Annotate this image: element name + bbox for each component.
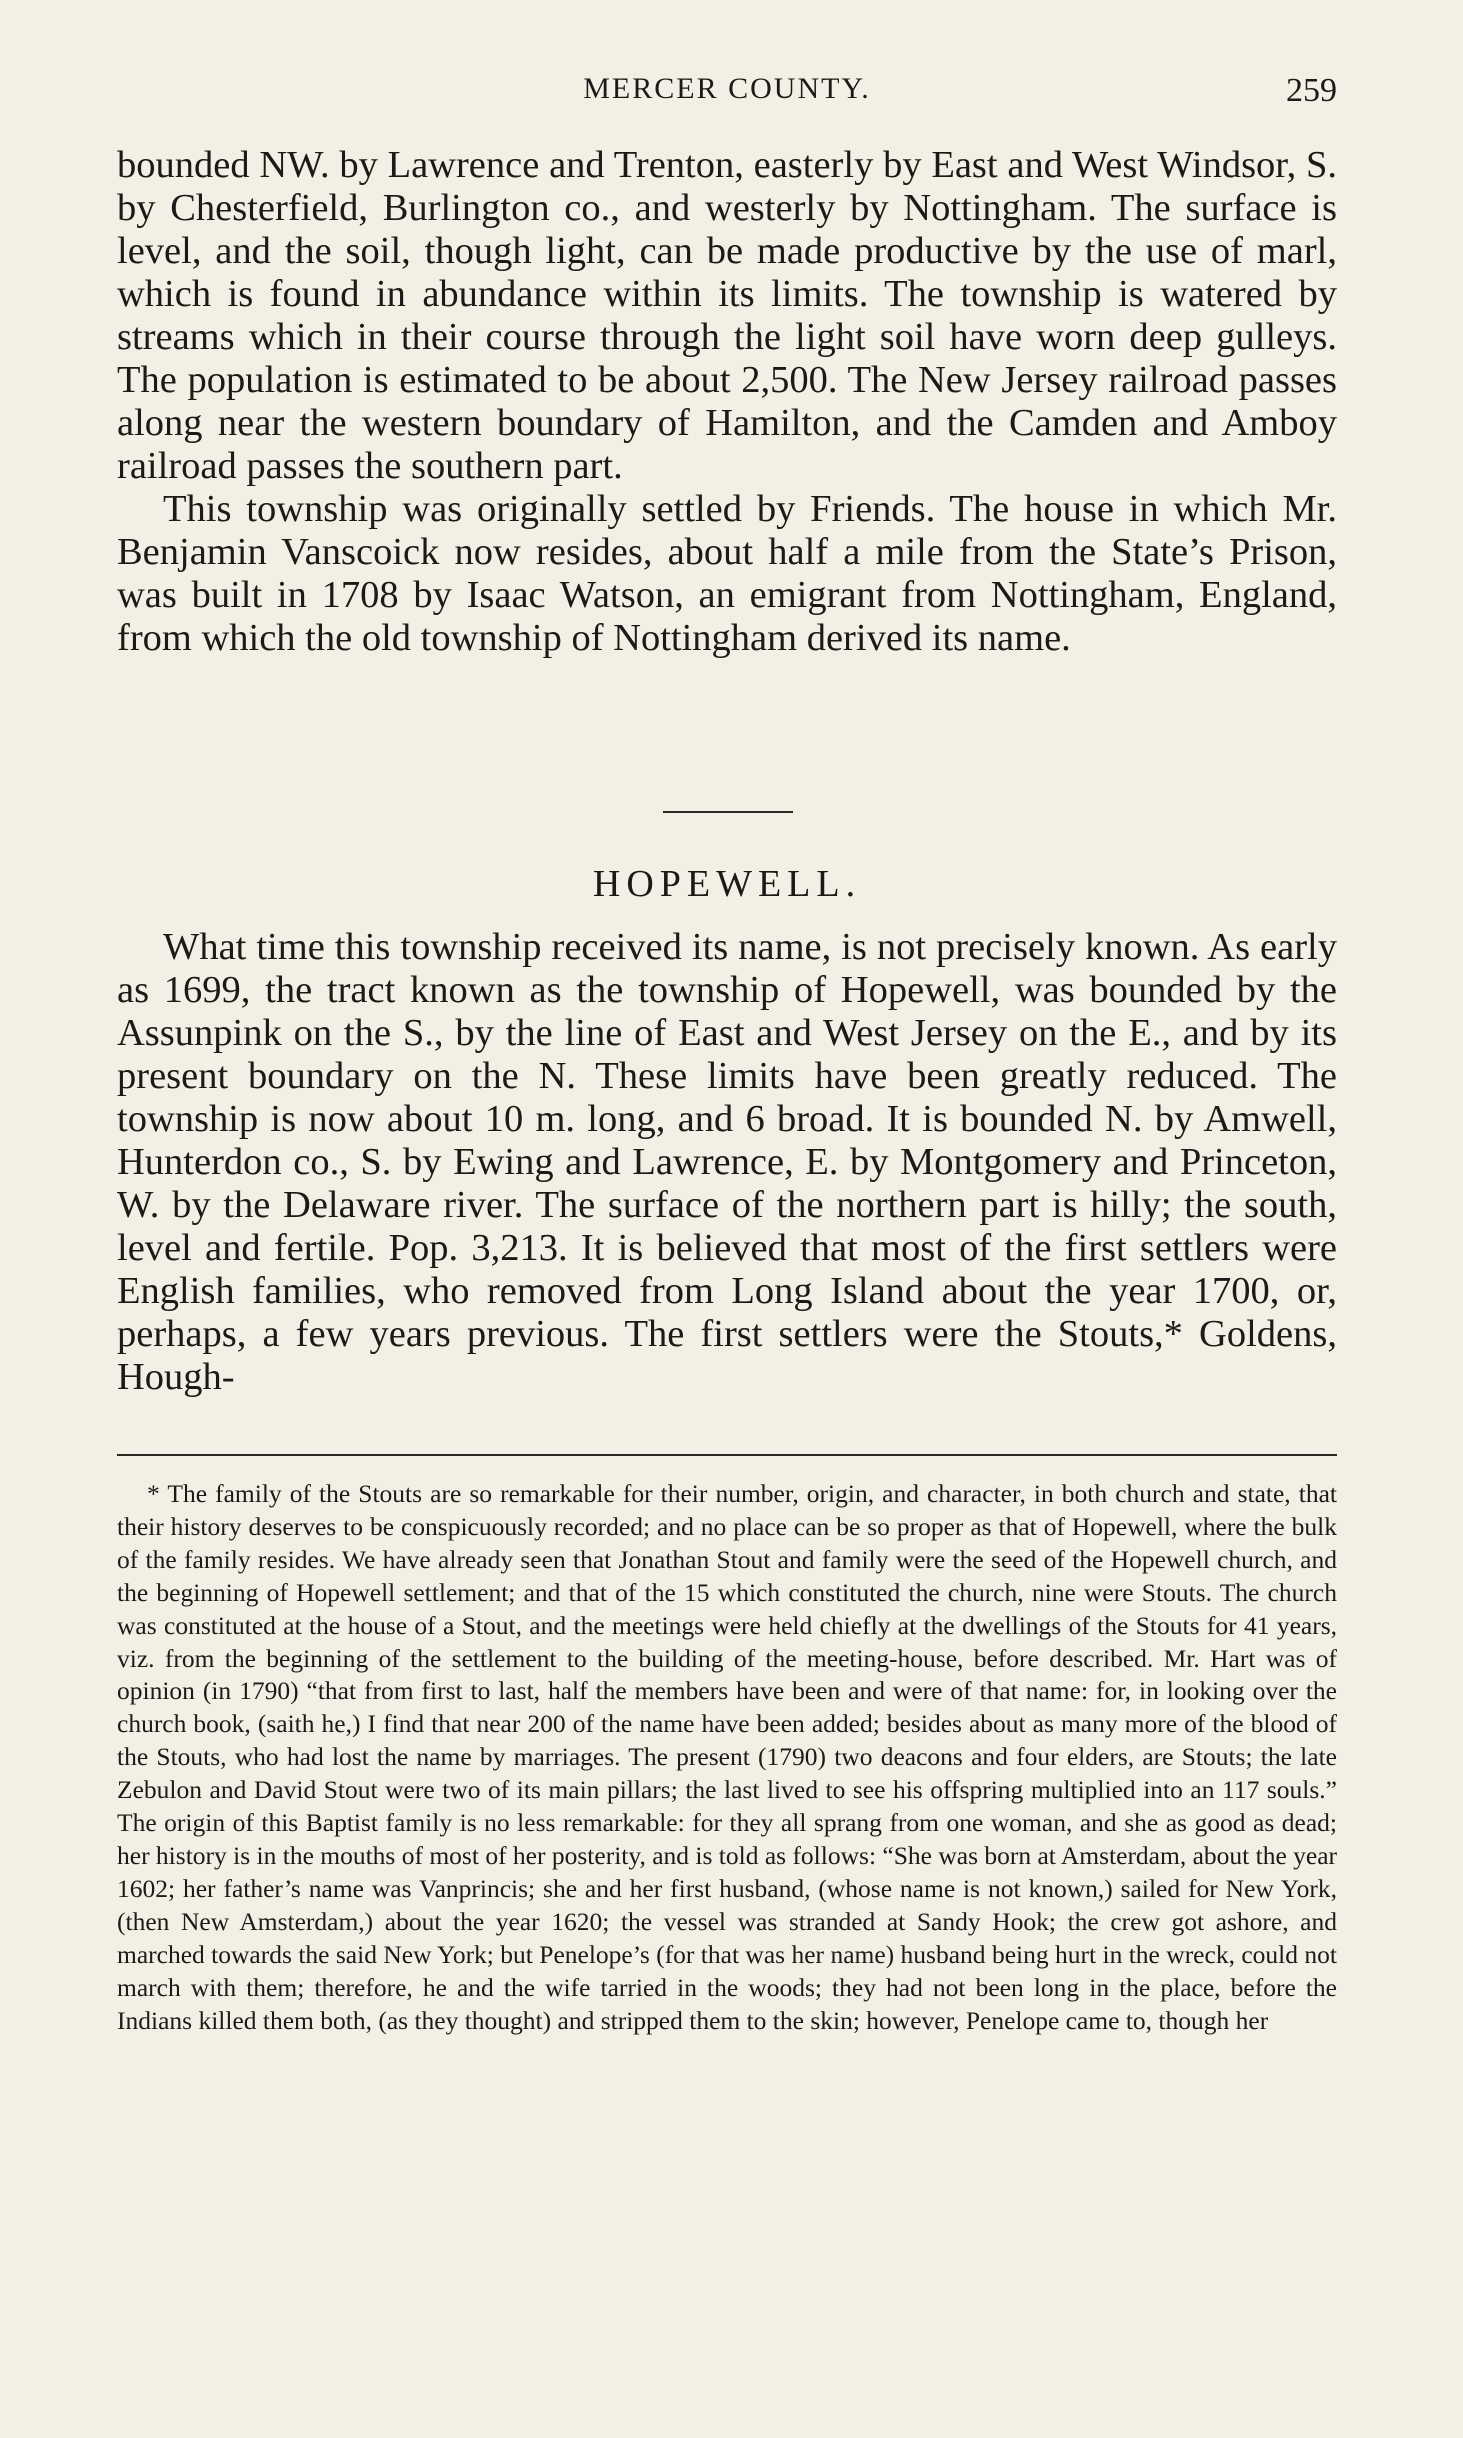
- section-divider: [663, 811, 793, 813]
- section-heading-hopewell: HOPEWELL.: [592, 863, 862, 905]
- paragraph-hopewell: What time this township received its name, is not precisely known. As early as 1699, the tract known as the township of Hopewell, was bounded by the Assunpink on the S., by the line of East and West Jersey on the E., and by its present boundary on the N. These limits have been greatly reduced. The township is now about 10 m. long, and 6 broad. It is bounded N. by Amwell, Hunterdon co., S. by Ewing and Lawrence, E. by Montgomery and Princeton, W. by the Delaware river. The surface of the northern part is hilly; the south, level and fertile. Pop. 3,213. It is believed that most of the first settlers were English families, who removed from Long Island about the year 1700, or, perhaps, a few years previous. The first settlers were the Stouts,* Goldens, Hough-: [117, 926, 1337, 1398]
- hamilton-township-text: [117, 144, 1337, 660]
- hopewell-section-text: [117, 926, 1337, 1399]
- running-head-title: MERCER COUNTY.: [583, 72, 871, 105]
- running-head: [117, 72, 1337, 112]
- paragraph-settlement: This township was originally settled by Friends. The house in which Mr. Benjamin Vanscoick now resides, about half a mile from the State’s Prison, was built in 1708 by Isaac Watson, an emigrant from Nottingham, England, from which the old township of Nottingham derived its name.: [117, 488, 1337, 659]
- page-number: 259: [1286, 72, 1337, 109]
- paragraph-boundaries: bounded NW. by Lawrence and Trenton, easterly by East and West Windsor, S. by Chesterfield, Burlington co., and westerly by Nottingham. The surface is level, and the soil, though light, can be made productive by the use of marl, which is found in abundance within its limits. The township is watered by streams which in their course through the light soil have worn deep gulleys. The population is estimated to be about 2,500. The New Jersey railroad passes along near the western boundary of Hamilton, and the Camden and Amboy railroad passes the southern part.: [117, 144, 1337, 487]
- footnote-stouts: * The family of the Stouts are so remarkable for their number, origin, and character, in both church and state, that their history deserves to be conspicuously recorded; and no place can be so proper as that of Hopewell, where the bulk of the family resides. We have already seen that Jonathan Stout and family were the seed of the Hopewell church, and the beginning of Hopewell settlement; and that of the 15 which constituted the church, nine were Stouts. The church was constituted at the house of a Stout, and the meetings were held chiefly at the dwellings of the Stouts for 41 years, viz. from the beginning of the settlement to the building of the meeting-house, before described. Mr. Hart was of opinion (in 1790) “that from first to last, half the members have been and were of that name: for, in looking over the church book, (saith he,) I find that near 200 of the name have been added; besides about as many more of the blood of the Stouts, who had lost the name by marriages. The present (1790) two deacons and four elders, are Stouts; the late Zebulon and David Stout were two of its main pillars; the last lived to see his offspring multiplied into an 117 souls.” The origin of this Baptist family is no less remarkable: for they all sprang from one woman, and she as good as dead; her history is in the mouths of most of her posterity, and is told as follows: “She was born at Amsterdam, about the year 1602; her father’s name was Vanprincis; she and her first husband, (whose name is not known,) sailed for New York, (then New Amsterdam,) about the year 1620; the vessel was stranded at Sandy Hook; the crew got ashore, and marched towards the said New York; but Penelope’s (for that was her name) husband being hurt in the wreck, could not march with them; therefore, he and the wife tarried in the woods; they had not been long in the place, before the Indians killed them both, (as they thought) and stripped them to the skin; however, Penelope came to, though her: [117, 1479, 1338, 2035]
- footnote-rule: [117, 1454, 1337, 1456]
